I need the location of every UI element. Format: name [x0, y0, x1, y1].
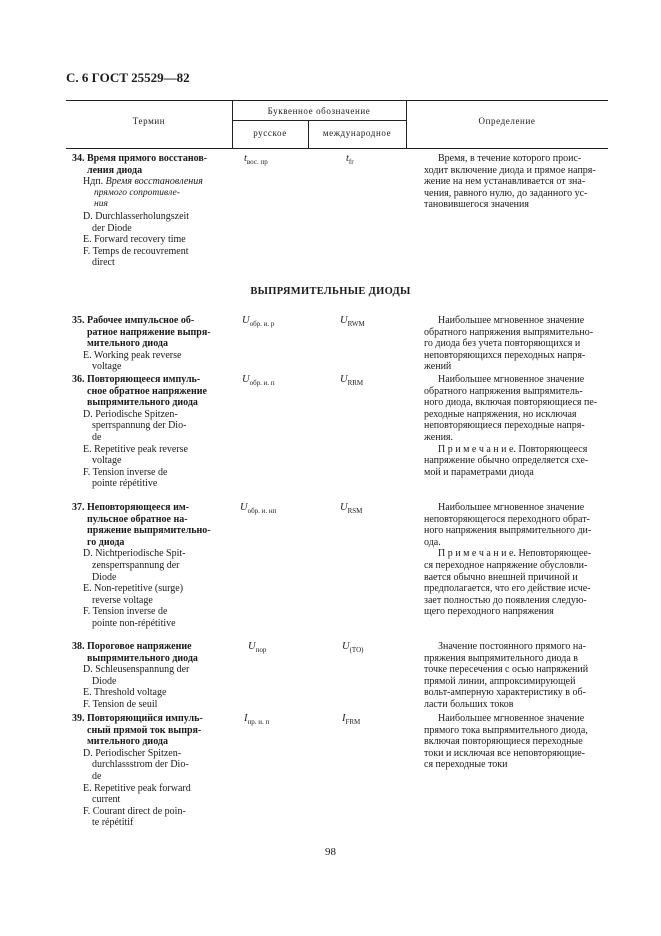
symbol-int-38: $U_{(TO)}$ [342, 641, 364, 655]
term-36: 36. Повторяющееся импуль- сное обратное напряжение выпрямительного диода D. Periodische Spitzen- sperrspannung der Dio- de E. Repetitive peak reverse voltage F. Tension inverse de pointe répétitive [72, 374, 207, 490]
definition-35: Наибольшее мгновенное значение обратного напряжения выпрямительно- го диода без учета повторяющихся и неповторяющихся переходных напря- жений [424, 315, 594, 373]
symbol-ru-35: $U_{обр. и. р}$ [242, 315, 275, 329]
th-letter-designation: Буквенное обозначение [267, 106, 371, 116]
symbol-int-36: $U_{RRM}$ [340, 374, 364, 388]
term-37: 37. Неповторяющееся им- пульсное обратное на- пряжение выпрямительно- го диода D. Nichtperiodische Spit- zensperrspannung der Diode E. Non-repetitive (surge) reverse voltage F. Tension inverse de pointe non-répétitive [72, 502, 211, 629]
th-definition: Определение [478, 116, 536, 126]
definition-39: Наибольшее мгновенное значение прямого тока выпрямительного диода, включая повторяющиеся переходные токи и исключая все неповторяющие- ся переходные токи [424, 713, 588, 771]
term-38: 38. Пороговое напряжение выпрямительного диода D. Schleusenspannung der Diode E. Threshold voltage F. Tension de seuil [72, 641, 198, 710]
symbol-ru-37: $U_{обр. и. нп}$ [240, 502, 277, 516]
table-top-rule [66, 100, 608, 101]
symbol-ru-38: $U_{пор}$ [248, 641, 267, 655]
term-34: 34. Время прямого восстанов- ления диода Ндп. Время восстановления прямого сопротивле- ния D. Durchlasserholungszeit der Diode E. Forward recovery time F. Temps de recouvrement direct [72, 153, 208, 269]
th-international: международное [322, 128, 392, 138]
definition-37: Наибольшее мгновенное значение неповторяющегося переходного обрат- ного напряжения выпрямительного ди- ода. П р и м е ч а н и е. Неповторяющее- ся переходное напряжение обусловли- вается обычно внешней причиной и предполагается, что его действие исче- зает полностью до появления следую- щего переходного напряжения [424, 502, 592, 618]
page-header: С. 6 ГОСТ 25529—82 [66, 70, 190, 85]
page-number: 98 [325, 846, 336, 858]
symbol-int-39: $I_{FRM}$ [342, 713, 361, 727]
table-header-bottom-rule [66, 148, 608, 149]
term-35: 35. Рабочее импульсное об- ратное напряжение выпря- мительного диода E. Working peak reverse voltage [72, 315, 211, 373]
symbol-int-35: $U_{RWM}$ [340, 315, 365, 329]
th-term: Термин [132, 116, 166, 126]
symbol-ru-39: $I_{пр. и. п}$ [244, 713, 270, 727]
symbol-int-37: $U_{RSM}$ [340, 502, 363, 516]
definition-34: Время, в течение которого проис- ходит включение диода и прямое напря- жение на нем устанавливается от зна- чения, равного нулю, до заданного ус- тановившегося значения [424, 153, 596, 211]
subheader-rule [232, 120, 406, 121]
term-39: 39. Повторяющийся импуль- сный прямой ток выпря- мительного диода D. Periodischer Spitzen- durchlassstrom der Dio- de E. Repetitive peak forward current F. Courant direct de poin- te répétitif [72, 713, 203, 829]
symbol-int-34: $t_{fr}$ [346, 153, 354, 167]
section-title: ВЫПРЯМИТЕЛЬНЫЕ ДИОДЫ [250, 286, 411, 297]
definition-36: Наибольшее мгновенное значение обратного напряжения выпрямитель- ного диода, включая повторяющиеся пе- реходные напряжения, но исключая неповторяющиеся переходные напря- жения. П р и м е ч а н и е. Повторяющееся напряжение обычно определяется схе- мой и параметрами диода [424, 374, 598, 478]
symbol-ru-34: $t_{вос. пр}$ [244, 153, 268, 167]
definition-38: Значение постоянного прямого на- пряжения выпрямительного диода в точке пересечения с осью напряжений прямой линии, аппроксимирующей вольт-амперную характеристику в об- ласти больших токов [424, 641, 589, 710]
th-russian: русское [253, 128, 287, 138]
symbol-ru-36: $U_{обр. и. п}$ [242, 374, 275, 388]
